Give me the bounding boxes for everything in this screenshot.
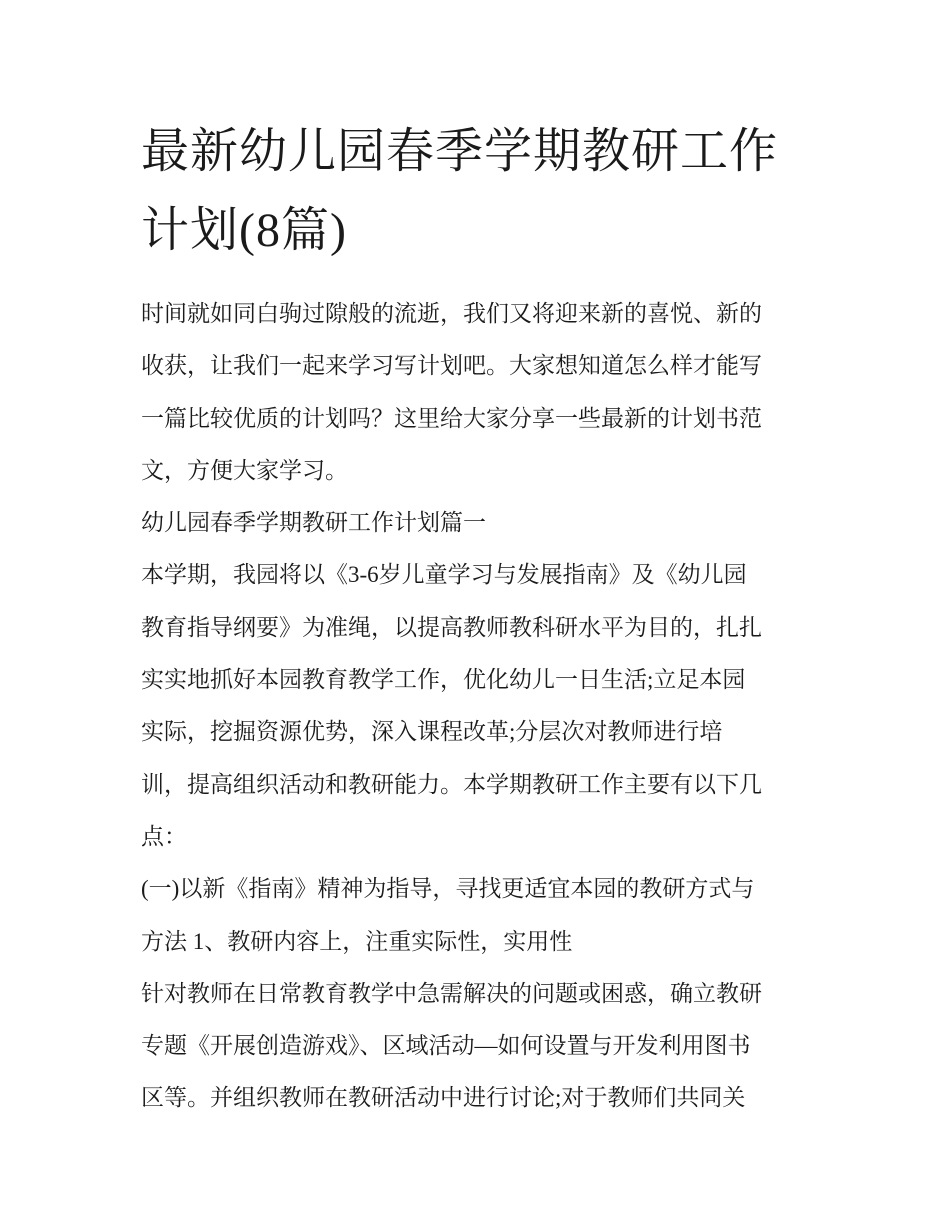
title-line-1: 最新幼儿园春季学期教研工作 (141, 125, 779, 178)
body-line: 区等。并组织教师在教研活动中进行讨论;对于教师们共同关 (141, 1085, 746, 1111)
body-line: 实实地抓好本园教育教学工作，优化幼儿一日生活;立足本园 (141, 667, 746, 693)
body-line: 时间就如同白驹过隙般的流逝，我们又将迎来新的喜悦、新的 (141, 301, 762, 326)
section-heading: 幼儿园春季学期教研工作计划篇一 (141, 510, 486, 536)
document-body (141, 288, 821, 1125)
body-line: 本学期，我园将以《3-6岁儿童学习与发展指南》及《幼儿园 (141, 562, 747, 588)
body-line: 收获，让我们一起来学习写计划吧。大家想知道怎么样才能写 (141, 353, 762, 379)
title-line-2: 计划(8篇) (141, 204, 347, 257)
body-line: 方法 1、教研内容上，注重实际性，实用性 (141, 928, 573, 954)
body-line: 训，提高组织活动和教研能力。本学期教研工作主要有以下几 (141, 771, 762, 797)
body-line: 实际，挖掘资源优势，深入课程改革;分层次对教师进行培 (141, 719, 723, 745)
body-line: 一篇比较优质的计划吗？这里给大家分享一些最新的计划书范 (141, 405, 762, 431)
body-line: 文，方便大家学习。 (141, 457, 348, 483)
body-line: 点： (141, 823, 187, 849)
body-line: 专题《开展创造游戏》、区域活动—如何设置与开发利用图书 (141, 1033, 751, 1059)
document-page (141, 112, 821, 1125)
body-line: 针对教师在日常教育教学中急需解决的问题或困惑，确立教研 (141, 980, 762, 1006)
document-title (141, 112, 821, 270)
body-line: (一)以新《指南》精神为指导，寻找更适宜本园的教研方式与 (141, 876, 755, 902)
body-line: 教育指导纲要》为准绳，以提高教师教科研水平为目的，扎扎 (141, 614, 762, 640)
